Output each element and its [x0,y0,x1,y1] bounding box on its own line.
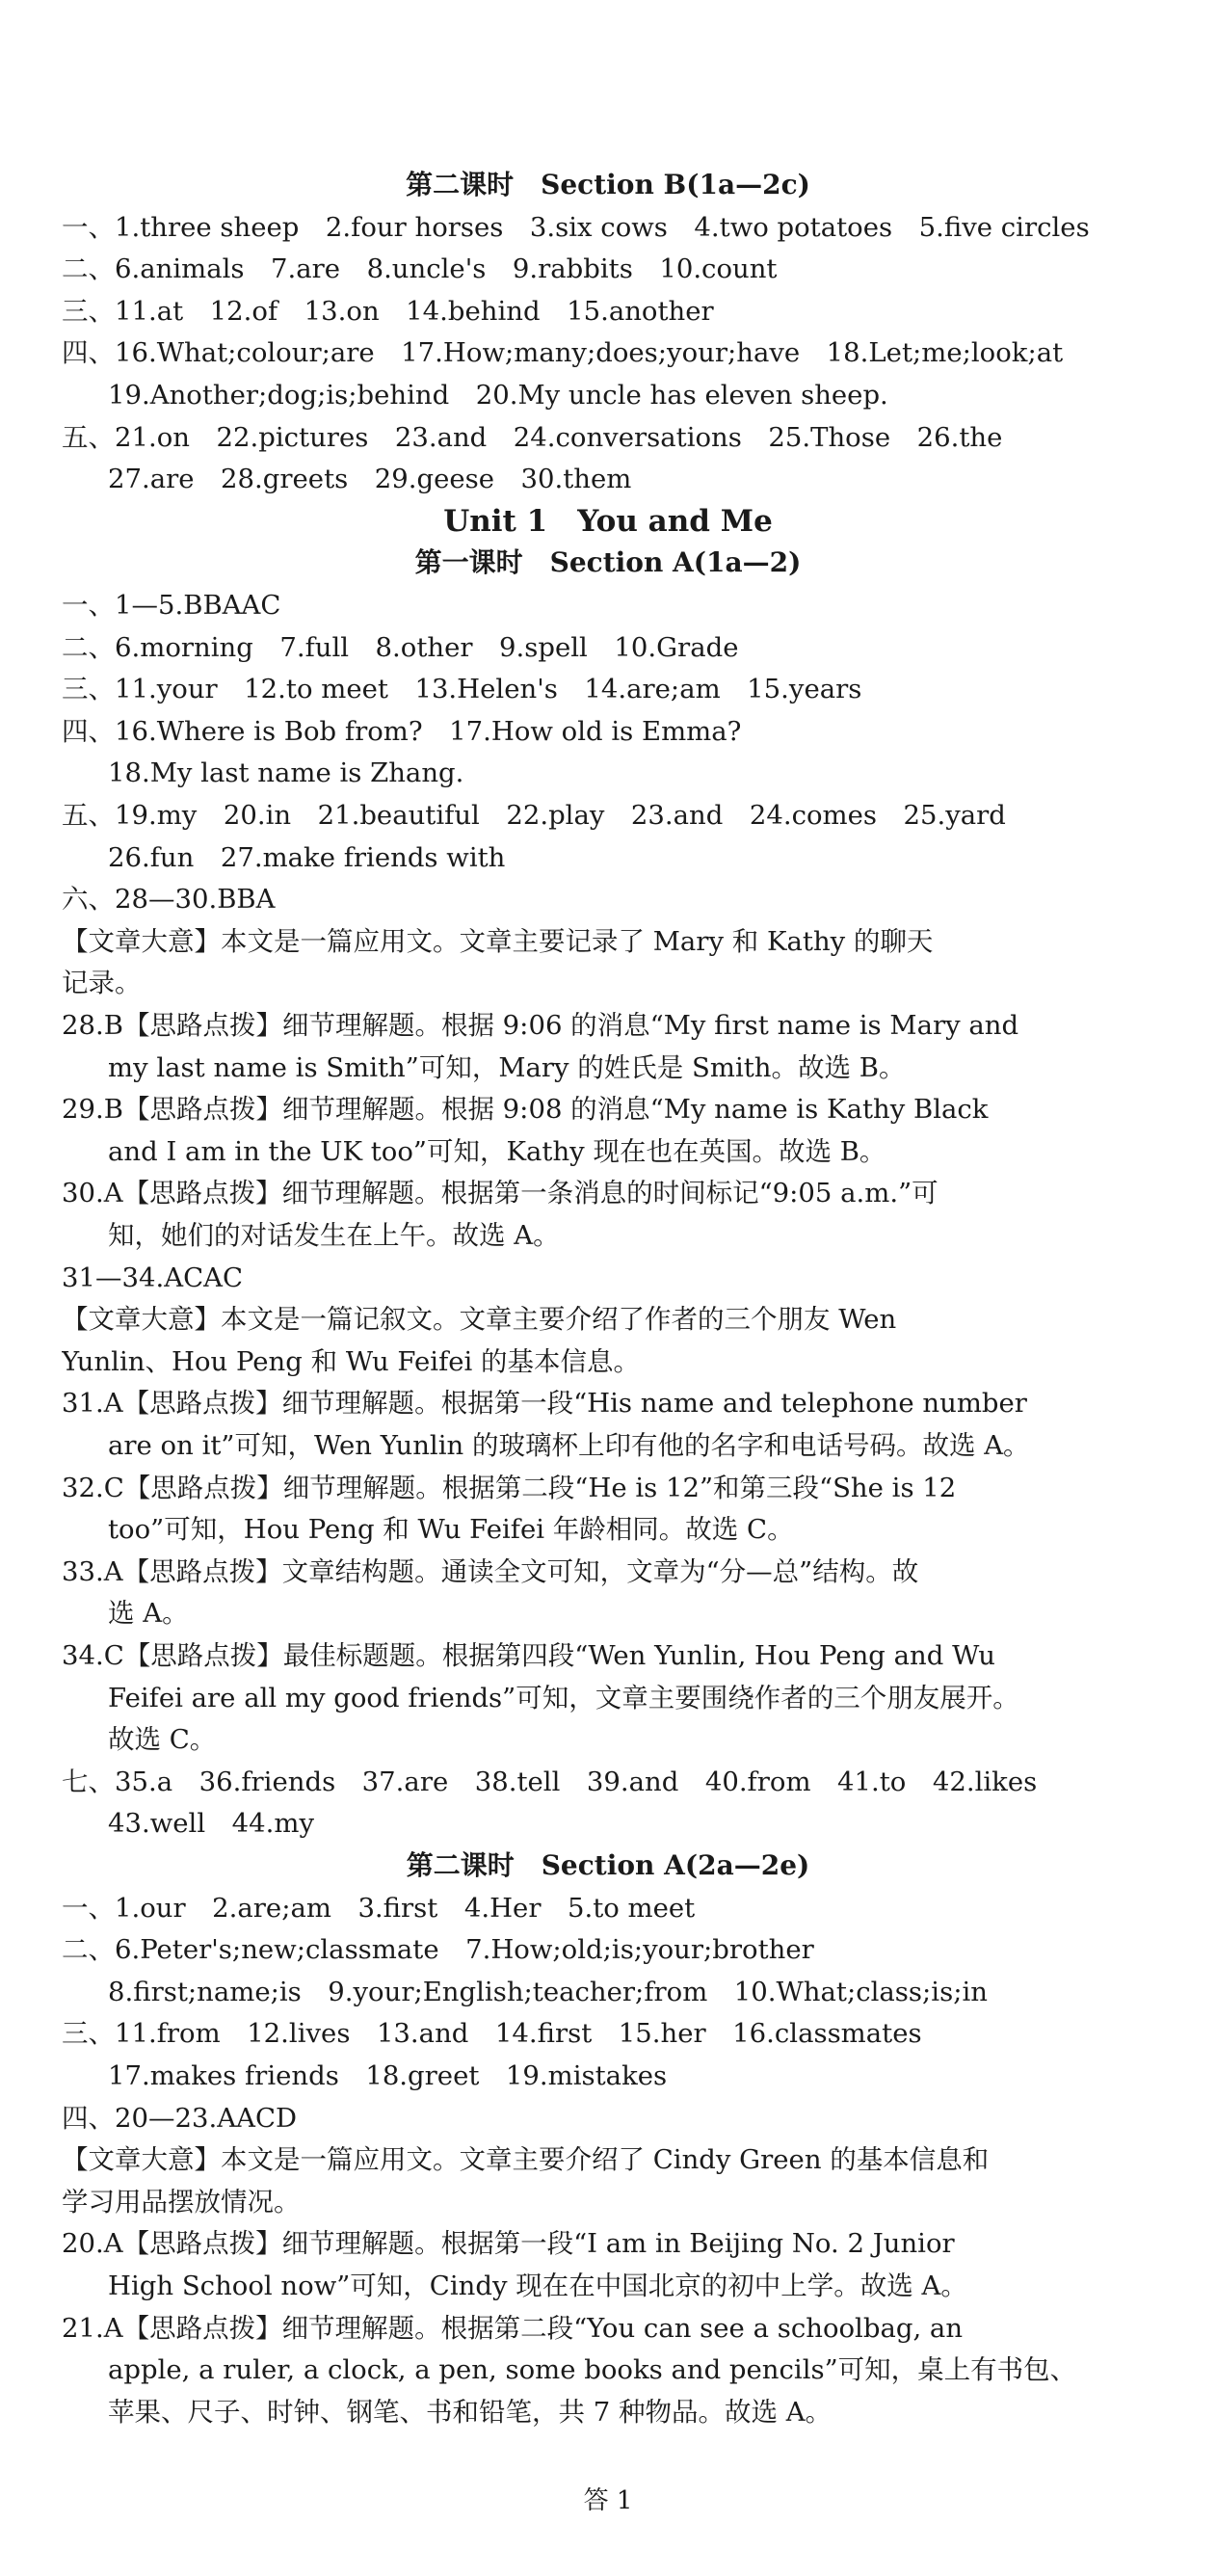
answer-line: 29.B【思路点拨】细节理解题。根据 9:08 的消息“My name is Kathy Black [62,1094,989,1126]
answer-line: 五、21.on 22.pictures 23.and 24.conversations 25.Those 26.the [62,421,1003,453]
page-number: 答 1 [583,2486,633,2515]
answer-line: 【文章大意】本文是一篇应用文。文章主要介绍了 Cindy Green 的基本信息和 [62,2144,990,2176]
answer-line: 三、11.from 12.lives 13.and 14.first 15.her 16.classmates [62,2018,922,2050]
answer-line: 8.first;name;is 9.your;English;teacher;from 10.What;class;is;in [108,1976,988,2007]
answer-line: 选 A。 [108,1598,189,1630]
answer-line: 故选 C。 [108,1724,217,1756]
section-heading: 第二课时 Section A(2a—2e) [406,1849,810,1881]
answer-line: 27.are 28.greets 29.geese 30.them [108,464,632,495]
answer-line: 30.A【思路点拨】细节理解题。根据第一条消息的时间标记“9:05 a.m.”可 [62,1178,938,1209]
answer-line: 知，她们的对话发生在上午。故选 A。 [108,1220,560,1251]
answer-line: 32.C【思路点拨】细节理解题。根据第二段“He is 12”和第三段“She is 12 [62,1472,957,1503]
answer-line: 28.B【思路点拨】细节理解题。根据 9:06 的消息“My first name is Mary and [62,1010,1019,1041]
answer-line: 26.fun 27.make friends with [108,841,506,873]
answer-line: 34.C【思路点拨】最佳标题题。根据第四段“Wen Yunlin, Hou Peng and Wu [62,1640,995,1671]
answer-line: 学习用品摆放情况。 [62,2186,301,2217]
answer-line: Feifei are all my good friends”可知，文章主要围绕作者的三个朋友展开。 [108,1682,1019,1713]
answer-line: Yunlin、Hou Peng 和 Wu Feifei 的基本信息。 [62,1345,641,1377]
answer-line: 【文章大意】本文是一篇应用文。文章主要记录了 Mary 和 Kathy 的聊天 [62,925,934,957]
answer-line: and I am in the UK too”可知，Kathy 现在也在英国。故选 B。 [108,1135,886,1167]
answer-line: 二、6.Peter's;new;classmate 7.How;old;is;your;brother [62,1934,814,1966]
section-heading: 第二课时 Section B(1a—2c) [406,169,810,200]
answer-line: 四、16.Where is Bob from? 17.How old is Emma? [62,715,742,747]
answer-line: 21.A【思路点拨】细节理解题。根据第二段“You can see a schoolbag, an [62,2312,964,2344]
answer-line: 【文章大意】本文是一篇记叙文。文章主要介绍了作者的三个朋友 Wen [62,1304,897,1336]
answer-line: 一、1—5.BBAAC [62,590,281,621]
answer-line: are on it”可知，Wen Yunlin 的玻璃杯上印有他的名字和电话号码。故选 A。 [108,1430,1030,1461]
answer-line: too”可知，Hou Peng 和 Wu Feifei 年龄相同。故选 C。 [108,1514,794,1546]
answer-line: 六、28—30.BBA [62,884,276,916]
answer-line: 二、6.morning 7.full 8.other 9.spell 10.Grade [62,631,739,663]
answer-line: 五、19.my 20.in 21.beautiful 22.play 23.and 24.comes 25.yard [62,800,1006,831]
answer-line: 二、6.animals 7.are 8.uncle's 9.rabbits 10.count [62,253,778,285]
answer-line: 四、20—23.AACD [62,2102,298,2134]
answer-line: 三、11.at 12.of 13.on 14.behind 15.another [62,295,714,327]
answer-line: 四、16.What;colour;are 17.How;many;does;your;have 18.Let;me;look;at [62,337,1064,369]
answer-line: 31—34.ACAC [62,1261,244,1293]
answer-line: 七、35.a 36.friends 37.are 38.tell 39.and 40.from 41.to 42.likes [62,1766,1038,1797]
answer-line: 一、1.three sheep 2.four horses 3.six cows 4.two potatoes 5.five circles [62,211,1090,243]
answer-line: apple, a ruler, a clock, a pen, some books and pencils”可知，桌上有书包、 [108,2354,1077,2386]
answer-line: my last name is Smith”可知，Mary 的姓氏是 Smith。故选 B。 [108,1051,906,1083]
answer-line: High School now”可知，Cindy 现在在中国北京的初中上学。故选 A。 [108,2271,967,2301]
answer-line: 三、11.your 12.to meet 13.Helen's 14.are;am 15.years [62,674,862,705]
answer-line: 18.My last name is Zhang. [108,757,464,789]
answer-line: 43.well 44.my [108,1808,314,1840]
answer-line: 31.A【思路点拨】细节理解题。根据第一段“His name and telephone number [62,1388,1027,1420]
answer-line: 17.makes friends 18.greet 19.mistakes [108,2060,668,2091]
section-heading: Unit 1 You and Me [443,503,773,539]
section-heading: 第一课时 Section A(1a—2) [414,546,802,579]
answer-line: 19.Another;dog;is;behind 20.My uncle has eleven sheep. [108,380,888,411]
answer-line: 20.A【思路点拨】细节理解题。根据第一段“I am in Beijing No. 2 Junior [62,2228,955,2260]
answer-line: 33.A【思路点拨】文章结构题。通读全文可知，文章为“分—总”结构。故 [62,1555,919,1587]
answer-line: 苹果、尺子、时钟、钢笔、书和铅笔，共 7 种物品。故选 A。 [108,2396,833,2428]
answer-line: 记录。 [62,968,142,999]
answer-line: 一、1.our 2.are;am 3.first 4.Her 5.to meet [62,1892,696,1924]
